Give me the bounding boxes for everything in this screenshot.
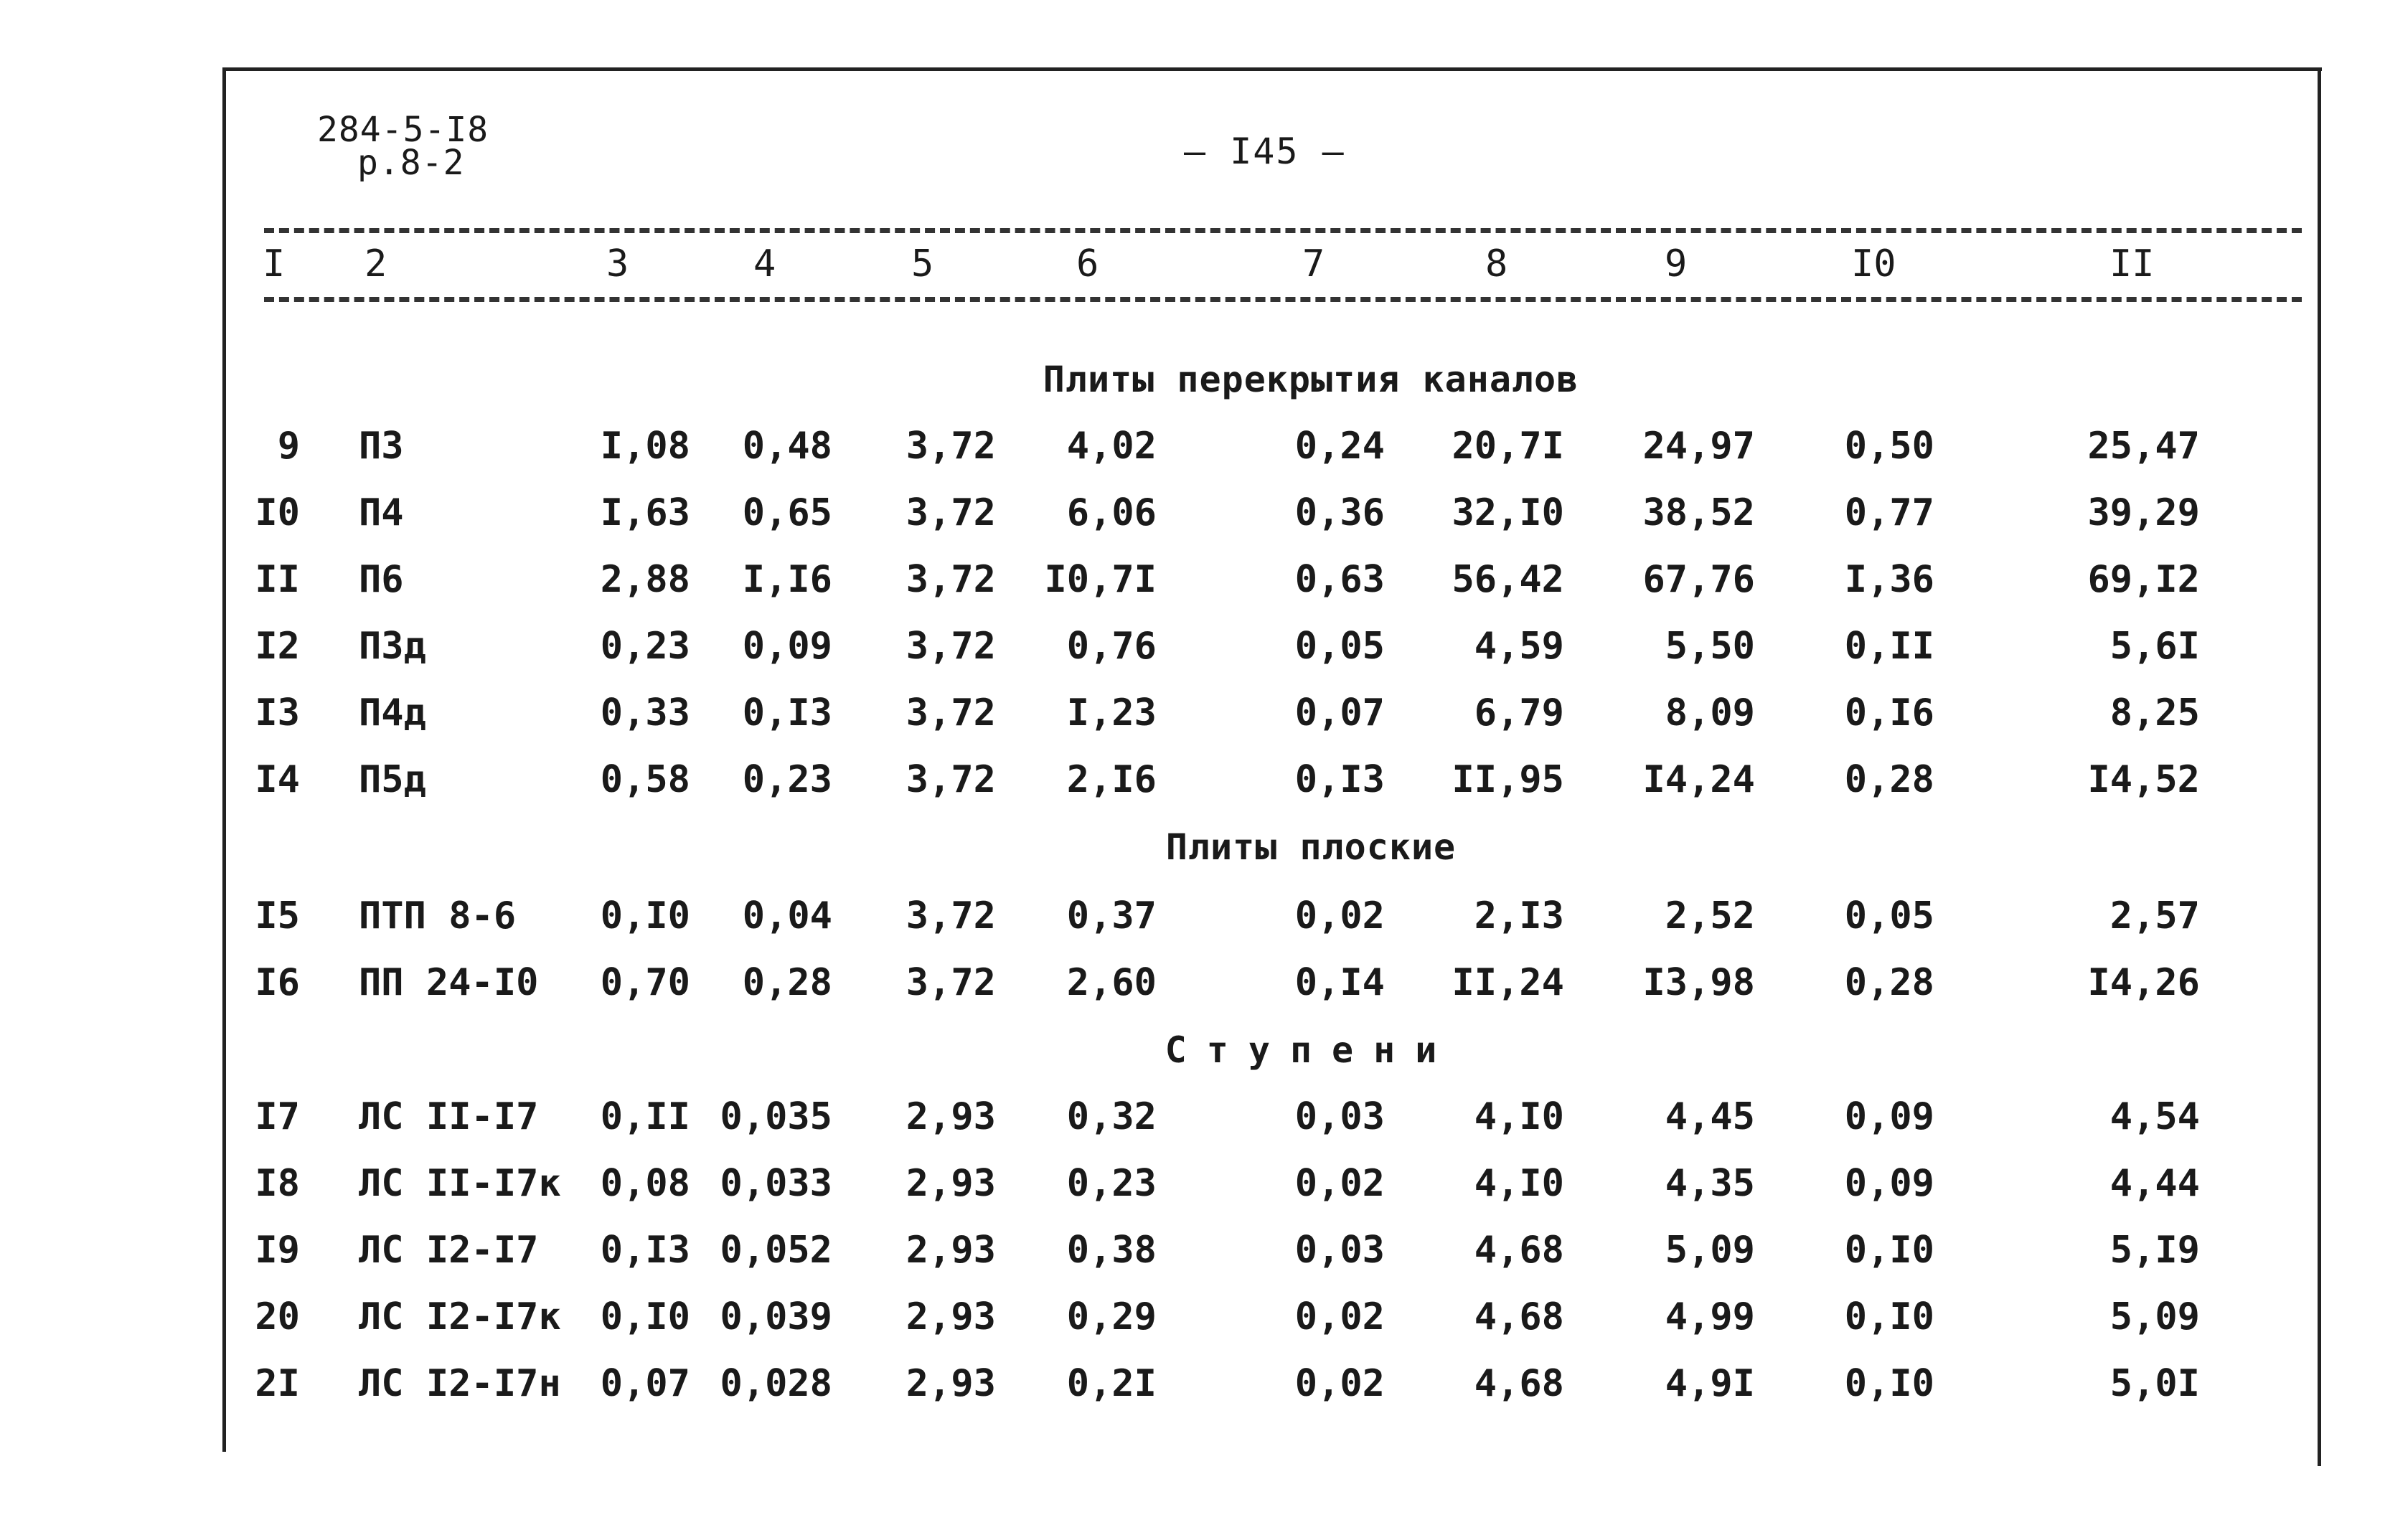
- table-cell: 3,72: [905, 425, 996, 468]
- table-cell: 0,03: [1294, 1095, 1385, 1138]
- table-cell: 3,72: [905, 558, 996, 601]
- table-cell: 0,23: [742, 758, 832, 801]
- table-cell: I,36: [1844, 558, 1934, 601]
- row-number-cell: I4: [255, 758, 300, 801]
- column-header: 2: [364, 242, 387, 285]
- table-cell: 2,93: [905, 1295, 996, 1338]
- row-number-cell: I3: [255, 691, 300, 734]
- table-cell: 0,29: [1066, 1295, 1157, 1338]
- table-cell: 0,02: [1294, 1295, 1385, 1338]
- table-cell: 0,I3: [600, 1229, 690, 1272]
- item-mark-cell: П3д: [359, 625, 426, 668]
- table-cell: 6,06: [1066, 491, 1157, 534]
- table-cell: I3,98: [1642, 961, 1755, 1004]
- table-cell: 0,02: [1294, 1162, 1385, 1205]
- table-cell: 0,09: [742, 625, 832, 668]
- table-cell: 2,57: [2109, 894, 2200, 937]
- row-number-cell: I5: [255, 894, 300, 937]
- table-cell: 0,I0: [600, 1295, 690, 1338]
- table-cell: I,23: [1066, 691, 1157, 734]
- table-cell: 5,50: [1665, 625, 1755, 668]
- table-cell: 3,72: [905, 894, 996, 937]
- table-cell: 0,035: [720, 1095, 832, 1138]
- row-number-cell: I9: [255, 1229, 300, 1272]
- column-header: 5: [911, 242, 934, 285]
- table-cell: 69,I2: [2087, 558, 2200, 601]
- row-number-cell: 20: [255, 1295, 300, 1338]
- table-cell: 4,68: [1474, 1229, 1564, 1272]
- table-cell: 0,02: [1294, 1362, 1385, 1405]
- column-header: 9: [1665, 242, 1688, 285]
- table-cell: 0,09: [1844, 1162, 1934, 1205]
- item-mark-cell: П6: [359, 558, 404, 601]
- table-cell: 3,72: [905, 491, 996, 534]
- table-cell: 0,II: [600, 1095, 690, 1138]
- table-cell: 2,93: [905, 1162, 996, 1205]
- table-cell: 0,09: [1844, 1095, 1934, 1138]
- table-cell: 0,I3: [742, 691, 832, 734]
- section-title: Плиты перекрытия каналов: [1043, 359, 1579, 400]
- table-cell: 4,I0: [1474, 1162, 1564, 1205]
- table-cell: I4,26: [2087, 961, 2200, 1004]
- table-cell: 0,24: [1294, 425, 1385, 468]
- table-cell: 5,I9: [2109, 1229, 2200, 1272]
- table-cell: 0,77: [1844, 491, 1934, 534]
- table-cell: 4,45: [1665, 1095, 1755, 1138]
- table-cell: 2,93: [905, 1229, 996, 1272]
- document-code: [317, 110, 489, 183]
- table-cell: 4,68: [1474, 1362, 1564, 1405]
- table-cell: 32,I0: [1452, 491, 1564, 534]
- item-mark-cell: П4: [359, 491, 404, 534]
- table-cell: 0,I6: [1844, 691, 1934, 734]
- section-title: Плиты плоские: [1165, 826, 1457, 868]
- item-mark-cell: П5д: [359, 758, 426, 801]
- column-header: II: [2109, 242, 2155, 285]
- column-header: 6: [1076, 242, 1099, 285]
- table-cell: 0,23: [1066, 1162, 1157, 1205]
- table-cell: 0,28: [742, 961, 832, 1004]
- table-cell: 0,33: [600, 691, 690, 734]
- table-cell: 0,38: [1066, 1229, 1157, 1272]
- table-cell: 0,I3: [1294, 758, 1385, 801]
- table-cell: 0,03: [1294, 1229, 1385, 1272]
- table-cell: I,08: [600, 425, 690, 468]
- table-cell: 0,37: [1066, 894, 1157, 937]
- table-cell: 20,7I: [1452, 425, 1564, 468]
- table-cell: 0,I0: [600, 894, 690, 937]
- table-cell: 0,63: [1294, 558, 1385, 601]
- table-cell: 0,I0: [1844, 1362, 1934, 1405]
- table-cell: 0,I0: [1844, 1295, 1934, 1338]
- table-cell: 0,05: [1294, 625, 1385, 668]
- row-number-cell: 2I: [255, 1362, 300, 1405]
- table-cell: 0,76: [1066, 625, 1157, 668]
- table-cell: 2,60: [1066, 961, 1157, 1004]
- table-cell: 5,0I: [2109, 1362, 2200, 1405]
- table-cell: 0,07: [1294, 691, 1385, 734]
- table-cell: 4,35: [1665, 1162, 1755, 1205]
- row-number-cell: I6: [255, 961, 300, 1004]
- column-header: 3: [606, 242, 629, 285]
- table-cell: 0,36: [1294, 491, 1385, 534]
- table-cell: 0,32: [1066, 1095, 1157, 1138]
- table-cell: I,I6: [742, 558, 832, 601]
- table-cell: 0,50: [1844, 425, 1934, 468]
- table-cell: 0,028: [720, 1362, 832, 1405]
- table-cell: 39,29: [2087, 491, 2200, 534]
- item-mark-cell: ЛС I2-I7к: [359, 1295, 561, 1338]
- table-cell: 5,6I: [2109, 625, 2200, 668]
- item-mark-cell: П4д: [359, 691, 426, 734]
- row-number-cell: I2: [255, 625, 300, 668]
- table-cell: 0,28: [1844, 961, 1934, 1004]
- table-cell: 3,72: [905, 691, 996, 734]
- table-cell: 8,25: [2109, 691, 2200, 734]
- page-number: — I45 —: [1184, 131, 1345, 172]
- table-cell: 0,02: [1294, 894, 1385, 937]
- table-cell: 2,93: [905, 1362, 996, 1405]
- item-mark-cell: ЛС II-I7к: [359, 1162, 561, 1205]
- table-cell: I4,52: [2087, 758, 2200, 801]
- table-cell: 0,07: [600, 1362, 690, 1405]
- table-cell: 0,I0: [1844, 1229, 1934, 1272]
- table-cell: 6,79: [1474, 691, 1564, 734]
- table-cell: 0,2I: [1066, 1362, 1157, 1405]
- table-cell: 3,72: [905, 625, 996, 668]
- table-cell: 2,52: [1665, 894, 1755, 937]
- table-cell: I4,24: [1642, 758, 1755, 801]
- header-divider-top: [264, 228, 2302, 233]
- table-cell: 0,58: [600, 758, 690, 801]
- table-cell: 0,65: [742, 491, 832, 534]
- table-cell: 0,28: [1844, 758, 1934, 801]
- table-cell: 2,93: [905, 1095, 996, 1138]
- table-cell: 0,23: [600, 625, 690, 668]
- item-mark-cell: ЛС I2-I7н: [359, 1362, 561, 1405]
- table-cell: 4,99: [1665, 1295, 1755, 1338]
- table-cell: I,63: [600, 491, 690, 534]
- table-cell: 25,47: [2087, 425, 2200, 468]
- column-header: 7: [1302, 242, 1325, 285]
- item-mark-cell: ПТП 8-6: [359, 894, 517, 937]
- table-cell: 5,09: [1665, 1229, 1755, 1272]
- table-cell: 4,54: [2109, 1095, 2200, 1138]
- table-cell: 3,72: [905, 758, 996, 801]
- column-header: I: [263, 242, 286, 285]
- row-number-cell: I8: [255, 1162, 300, 1205]
- table-cell: 0,48: [742, 425, 832, 468]
- table-cell: I0,7I: [1044, 558, 1157, 601]
- table-cell: 4,59: [1474, 625, 1564, 668]
- table-cell: II,95: [1452, 758, 1564, 801]
- item-mark-cell: П3: [359, 425, 404, 468]
- table-cell: 4,68: [1474, 1295, 1564, 1338]
- table-cell: 56,42: [1452, 558, 1564, 601]
- table-cell: II,24: [1452, 961, 1564, 1004]
- table-cell: 0,033: [720, 1162, 832, 1205]
- frame-top-border: [224, 67, 2322, 71]
- header-divider-bottom: [264, 297, 2302, 302]
- table-cell: 0,052: [720, 1229, 832, 1272]
- table-cell: 4,I0: [1474, 1095, 1564, 1138]
- column-header: 8: [1485, 242, 1508, 285]
- item-mark-cell: ЛС I2-I7: [359, 1229, 539, 1272]
- table-cell: 0,70: [600, 961, 690, 1004]
- table-cell: 2,I6: [1066, 758, 1157, 801]
- table-cell: 0,I4: [1294, 961, 1385, 1004]
- section-title: Ступени: [1165, 1029, 1457, 1071]
- row-number-cell: II: [255, 558, 300, 601]
- column-header: I0: [1851, 242, 1896, 285]
- table-cell: 38,52: [1642, 491, 1755, 534]
- row-number-cell: I7: [255, 1095, 300, 1138]
- document-code-line2: р.8-2: [357, 143, 465, 183]
- item-mark-cell: ЛС II-I7: [359, 1095, 539, 1138]
- table-cell: 67,76: [1642, 558, 1755, 601]
- table-cell: 0,08: [600, 1162, 690, 1205]
- table-cell: 24,97: [1642, 425, 1755, 468]
- table-cell: 0,04: [742, 894, 832, 937]
- frame-right-border: [2318, 67, 2321, 1466]
- table-cell: 0,II: [1844, 625, 1934, 668]
- table-cell: 2,I3: [1474, 894, 1564, 937]
- table-cell: 0,039: [720, 1295, 832, 1338]
- document-code-line1: 284-5-I8: [317, 110, 489, 150]
- table-cell: 8,09: [1665, 691, 1755, 734]
- table-cell: 2,88: [600, 558, 690, 601]
- table-cell: 4,02: [1066, 425, 1157, 468]
- table-cell: 4,9I: [1665, 1362, 1755, 1405]
- column-header: 4: [753, 242, 776, 285]
- table-cell: 0,05: [1844, 894, 1934, 937]
- table-cell: 4,44: [2109, 1162, 2200, 1205]
- row-number-cell: I0: [255, 491, 300, 534]
- table-cell: 5,09: [2109, 1295, 2200, 1338]
- item-mark-cell: ПП 24-I0: [359, 961, 539, 1004]
- table-cell: 3,72: [905, 961, 996, 1004]
- row-number-cell: 9: [277, 425, 300, 468]
